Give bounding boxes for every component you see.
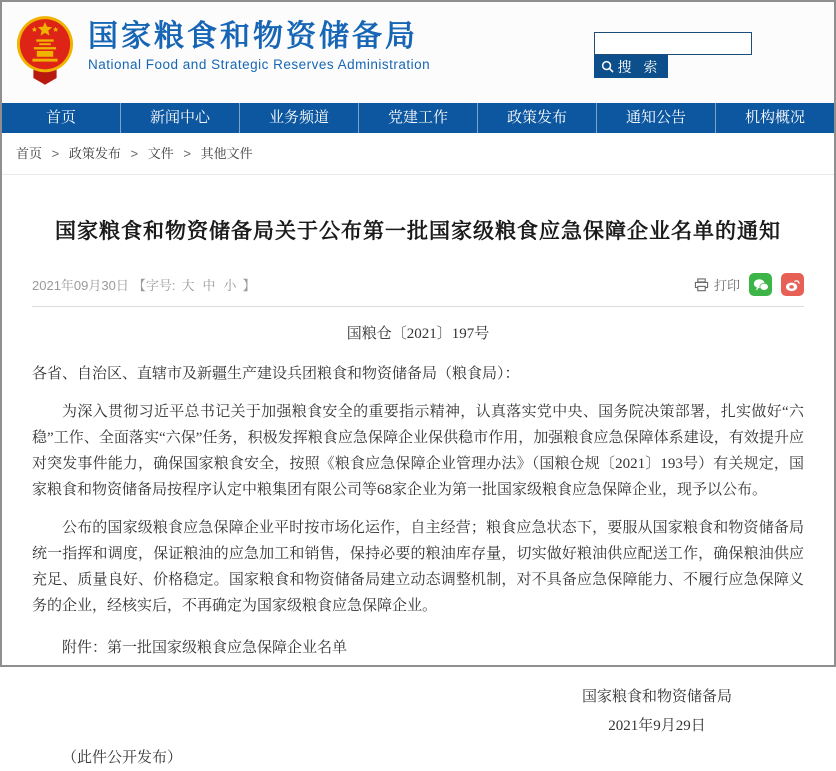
main-nav: [2, 103, 834, 133]
page-title: 国家粮食和物资储备局关于公布第一批国家级粮食应急保障企业名单的通知: [55, 220, 781, 243]
site-subtitle: National Food and Strategic Reserves Administration: [88, 57, 431, 72]
public-release-note: （此件公开发布）: [62, 750, 183, 766]
signature-block: [32, 683, 804, 741]
nav-item-policy[interactable]: 政策发布: [478, 103, 597, 133]
search-button[interactable]: [594, 55, 668, 78]
breadcrumb-separator: >: [130, 146, 139, 161]
font-size-medium-button[interactable]: 中: [202, 278, 216, 293]
nav-item-notices[interactable]: 通知公告: [597, 103, 716, 133]
print-label: 打印: [713, 278, 740, 293]
breadcrumb-home[interactable]: 首页: [16, 146, 43, 161]
breadcrumb-separator: >: [183, 146, 191, 161]
nav-item-about[interactable]: 机构概况: [744, 109, 805, 126]
article-meta-row: [32, 273, 804, 307]
nav-item-party[interactable]: 党建工作: [359, 103, 478, 133]
publish-date: 2021年09月30日: [32, 278, 129, 293]
font-size-small-button[interactable]: 小: [223, 278, 237, 293]
nav-item-news[interactable]: 新闻中心: [121, 103, 240, 133]
wechat-share-button[interactable]: [749, 273, 772, 296]
nav-item-business[interactable]: 业务频道: [240, 103, 359, 133]
article-meta-right: [694, 273, 804, 296]
breadcrumb-policy[interactable]: 政策发布: [68, 146, 121, 161]
signature-date: 2021年9月29日: [608, 718, 706, 734]
search-area: [594, 32, 752, 78]
weibo-icon: [785, 278, 800, 292]
site-title: 国家粮食和物资储备局: [88, 20, 418, 53]
site-header: [2, 2, 834, 103]
doc-paragraph-2: 公布的国家级粮食应急保障企业平时按市场化运作，自主经营；粮食应急状态下，要服从国家粮食和物资储备局统一指挥和调度，保证粮油的应急加工和销售，保持必要的粮油库存量，切实做好粮油供应配送工作，确保粮油供应充足、质量良好、价格稳定。国家粮食和物资储备局建立动态调整机制，对不具备应急保障能力、不履行应急保障义务的企业，经核实后，不再确定为国家级粮食应急保障企业。: [32, 520, 804, 614]
brand-block: [88, 12, 430, 72]
font-size-large-button[interactable]: 大: [181, 278, 195, 293]
signature-org: 国家粮食和物资储备局: [581, 689, 732, 705]
wechat-icon: [753, 278, 769, 292]
breadcrumb-other-documents[interactable]: 其他文件: [200, 146, 253, 161]
breadcrumb-separator: >: [51, 146, 60, 161]
print-button[interactable]: [694, 275, 740, 294]
national-emblem-logo: [16, 12, 74, 88]
article-container: [2, 215, 834, 771]
printer-icon: [694, 278, 709, 292]
weibo-share-button[interactable]: [781, 273, 804, 296]
national-emblem-icon: [16, 12, 74, 88]
document-body: [32, 321, 804, 771]
doc-number: 国粮仓〔2021〕197号: [346, 326, 490, 342]
search-input[interactable]: [594, 32, 752, 55]
search-button-label: 搜 索: [617, 58, 662, 75]
doc-paragraph-1: 为深入贯彻习近平总书记关于加强粮食安全的重要指示精神，认真落实党中央、国务院决策部署，扎实做好“六稳”工作、全面落实“六保”任务，积极发挥粮食应急保障企业保供稳市作用，加强粮食应急保障体系建设，有效提升应对突发事件能力，确保国家粮食安全，按照《粮食应急保障企业管理办法》（国粮仓规〔2021〕193号）有关规定，国家粮食和物资储备局按程序认定中粮集团有限公司等68家企业为第一批国家级粮食应急保障企业，现予以公布。: [32, 404, 804, 498]
font-size-label-suffix: 】: [242, 278, 256, 293]
font-size-label: 【字号:: [132, 278, 176, 293]
nav-item-home[interactable]: 首页: [2, 103, 121, 133]
breadcrumb-documents[interactable]: 文件: [147, 146, 174, 161]
attachment-line: 附件：第一批国家级粮食应急保障企业名单: [62, 640, 348, 656]
article-meta-left: [32, 275, 256, 294]
search-icon: [601, 60, 614, 73]
signature-inner: [582, 683, 732, 741]
breadcrumb: [2, 133, 834, 175]
addressee-line: 各省、自治区、直辖市及新疆生产建设兵团粮食和物资储备局（粮食局）：: [32, 366, 520, 382]
